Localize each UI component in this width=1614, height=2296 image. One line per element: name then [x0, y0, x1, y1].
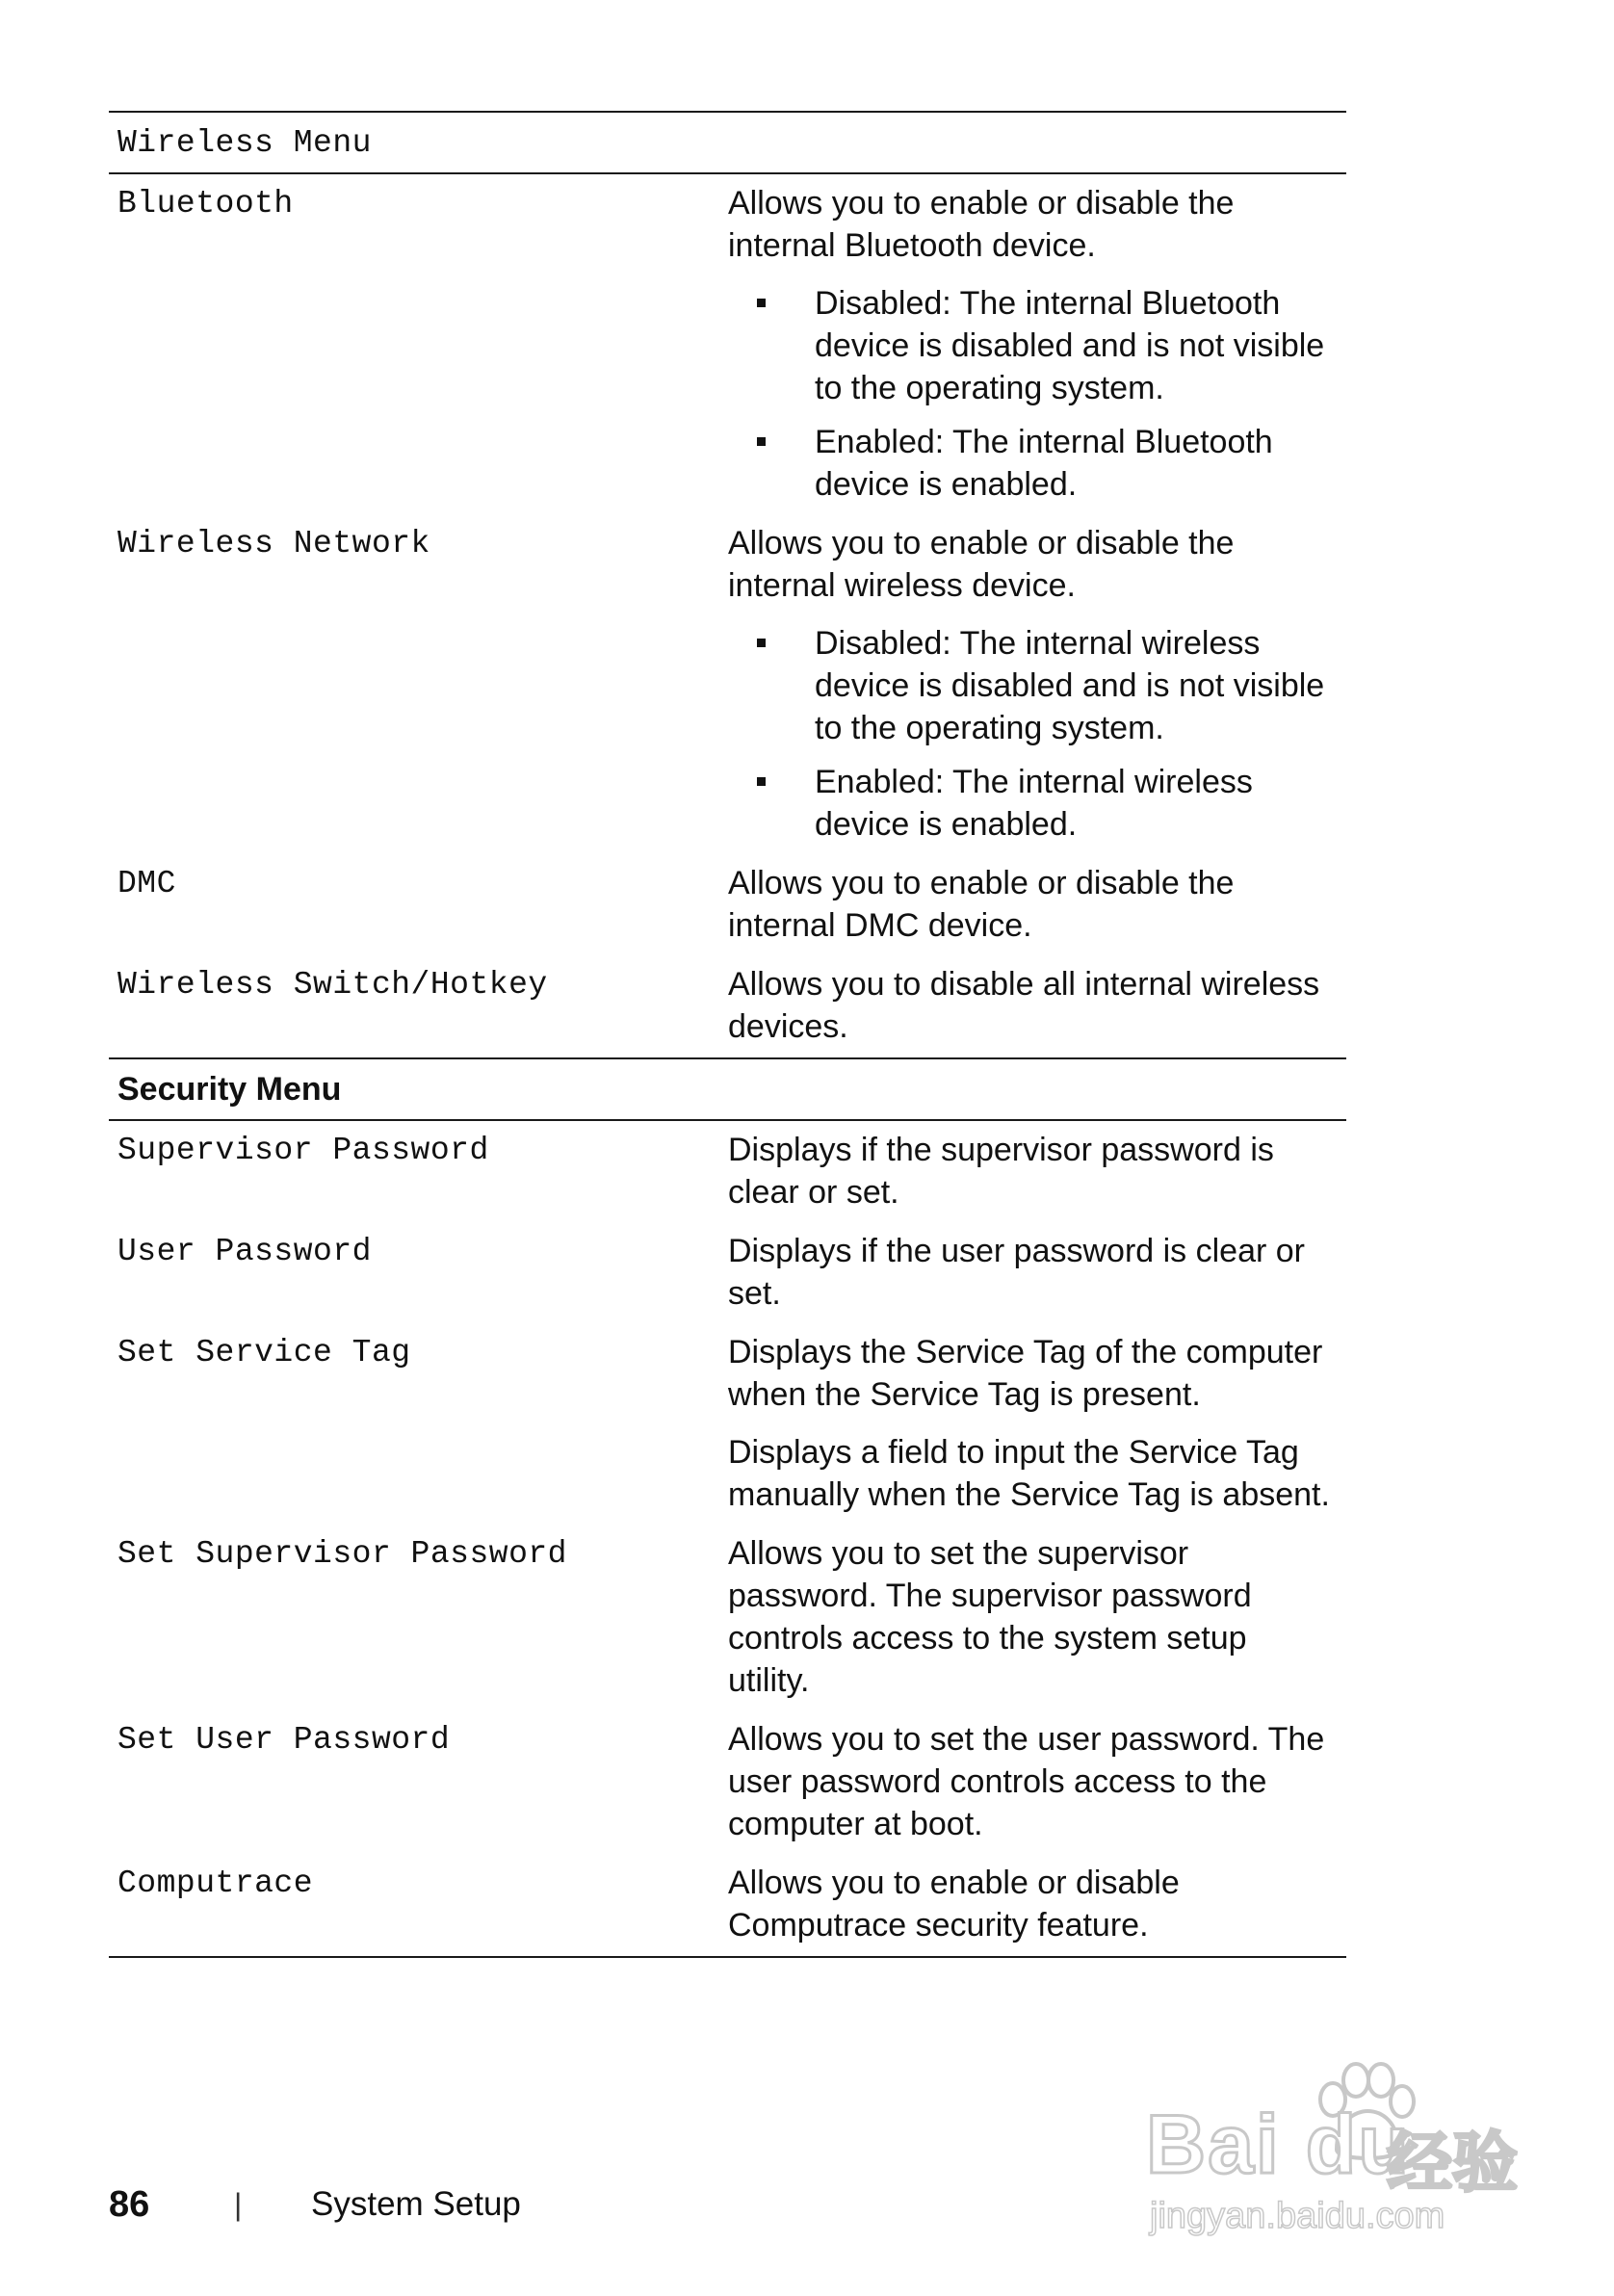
table-row — [109, 855, 1346, 956]
bullet-item — [728, 282, 1337, 409]
option-name: Supervisor Password — [117, 1133, 489, 1168]
option-description — [728, 1230, 1346, 1315]
baidu-watermark — [1146, 2061, 1531, 2244]
description-paragraph: Allows you to enable or disable the internal Bluetooth device. — [728, 185, 1235, 264]
table-row — [109, 515, 1346, 855]
option-description — [728, 522, 1346, 846]
bullet-item — [728, 761, 1337, 846]
option-description — [728, 963, 1346, 1048]
bullet-text: Disabled: The internal Bluetooth device is disabled and is not visible to the operating system. — [815, 285, 1325, 406]
option-name: User Password — [117, 1234, 372, 1269]
option-name: Set Supervisor Password — [117, 1536, 567, 1572]
option-name: Bluetooth — [117, 186, 294, 222]
footer-separator: | — [234, 2186, 243, 2222]
option-description — [728, 1862, 1346, 1946]
table-row — [109, 1121, 1346, 1223]
option-name: Computrace — [117, 1866, 314, 1901]
table-row — [109, 1711, 1346, 1855]
description-paragraph: Allows you to disable all internal wireless devices. — [728, 966, 1320, 1045]
option-name: Wireless Network — [117, 526, 430, 561]
bullet-text: Enabled: The internal Bluetooth device is enabled. — [815, 424, 1273, 503]
option-description — [728, 182, 1346, 506]
footer-title: System Setup — [311, 2185, 521, 2223]
page-number: 86 — [109, 2183, 150, 2225]
bullet-icon — [757, 437, 766, 446]
watermark-url: jingyan.baidu.com — [1150, 2196, 1445, 2236]
table-row — [109, 174, 1346, 515]
description-paragraph: Allows you to set the user password. The user password controls access to the computer at boot. — [728, 1721, 1325, 1842]
table-row — [109, 1223, 1346, 1324]
option-description — [728, 1331, 1346, 1516]
option-name: Set User Password — [117, 1722, 451, 1758]
bullet-icon — [757, 777, 766, 786]
section-heading: Wireless Menu — [117, 124, 372, 161]
description-paragraph: Allows you to enable or disable the internal wireless device. — [728, 525, 1235, 604]
description-paragraph: Displays a field to input the Service Tag manually when the Service Tag is absent. — [728, 1434, 1330, 1513]
watermark-cjk: 经验 — [1387, 2126, 1519, 2200]
table-row — [109, 1526, 1346, 1711]
bullet-icon — [757, 639, 766, 647]
bullet-item — [728, 622, 1337, 749]
description-paragraph: Allows you to enable or disable Computrace security feature. — [728, 1865, 1180, 1944]
option-name: DMC — [117, 866, 176, 901]
bullet-icon — [757, 299, 766, 307]
bullet-text: Enabled: The internal wireless device is enabled. — [815, 764, 1253, 843]
description-paragraph: Allows you to enable or disable the internal DMC device. — [728, 865, 1235, 944]
table-row — [109, 1324, 1346, 1526]
option-description — [728, 1129, 1346, 1213]
option-description — [728, 862, 1346, 947]
description-paragraph: Displays if the user password is clear or set. — [728, 1233, 1306, 1312]
description-paragraph: Displays the Service Tag of the computer when the Service Tag is present. — [728, 1334, 1323, 1413]
bullet-item — [728, 421, 1337, 506]
option-description — [728, 1718, 1346, 1845]
description-bullet-list — [728, 282, 1337, 506]
option-name: Wireless Switch/Hotkey — [117, 967, 548, 1003]
description-paragraph: Allows you to set the supervisor password. The supervisor password controls access to the system setup utility. — [728, 1535, 1252, 1699]
bullet-text: Disabled: The internal wireless device is disabled and is not visible to the operating system. — [815, 625, 1325, 746]
description-paragraph: Displays if the supervisor password is clear or set. — [728, 1132, 1274, 1211]
table-row — [109, 1855, 1346, 1956]
watermark-brand: Bai du — [1146, 2099, 1411, 2191]
option-description — [728, 1532, 1346, 1702]
description-bullet-list — [728, 622, 1337, 846]
table-rule — [109, 1956, 1346, 1958]
option-name: Set Service Tag — [117, 1335, 411, 1370]
setup-options-table — [109, 111, 1346, 1958]
table-row — [109, 956, 1346, 1057]
section-heading: Security Menu — [117, 1070, 342, 1108]
page-footer — [109, 2180, 521, 2229]
